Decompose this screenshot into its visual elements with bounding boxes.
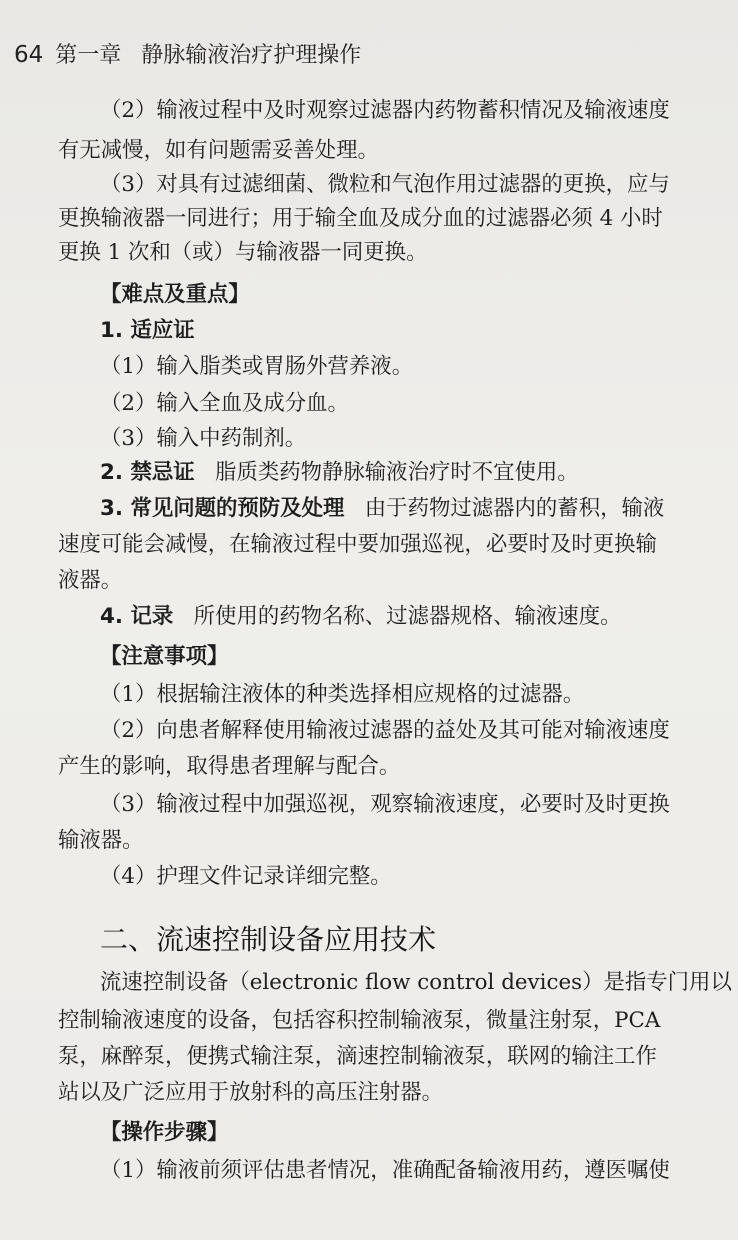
contraindication-line xyxy=(100,458,579,488)
heading-contraindication: 2. 禁忌证 xyxy=(100,460,195,485)
list-item: （1）根据输注液体的种类选择相应规格的过滤器。 xyxy=(100,682,585,707)
section-title: 二、流速控制设备应用技术 xyxy=(100,923,437,956)
heading-notes: 【注意事项】 xyxy=(100,644,229,669)
list-item: （1）输入脂类或胃肠外营养液。 xyxy=(100,354,414,379)
chapter-title: 静脉输液治疗护理操作 xyxy=(141,43,362,68)
heading-steps: 【操作步骤】 xyxy=(100,1120,229,1145)
list-item: （2）输入全血及成分血。 xyxy=(100,391,349,416)
problems-line xyxy=(100,494,664,524)
paragraph-line: 控制输液速度的设备，包括容积控制输液泵，微量注射泵，PCA xyxy=(58,1008,661,1033)
heading-record: 4. 记录 xyxy=(100,604,174,629)
chapter-label: 第一章 xyxy=(55,43,122,68)
list-item: （3）输液过程中加强巡视，观察输液速度，必要时及时更换 xyxy=(100,792,670,817)
paragraph-line: 泵，麻醉泵，便携式输注泵，滴速控制输液泵，联网的输注工作 xyxy=(58,1044,657,1069)
heading-indication: 1. 适应证 xyxy=(100,318,195,343)
record-line xyxy=(100,602,621,632)
page-number: 64 xyxy=(14,42,44,68)
paragraph-line: （2）输液过程中及时观察过滤器内药物蓄积情况及输液速度 xyxy=(100,98,670,123)
paragraph-line: 更换输液器一同进行；用于输全血及成分血的过滤器必须 4 小时 xyxy=(58,206,663,231)
list-item: （2）向患者解释使用输液过滤器的益处及其可能对输液速度 xyxy=(100,718,670,743)
paragraph-line: 流速控制设备（electronic flow control devices）是指专门用以 xyxy=(100,970,732,995)
record-text: 所使用的药物名称、过滤器规格、输液速度。 xyxy=(193,604,622,629)
paragraph-line: 产生的影响，取得患者理解与配合。 xyxy=(58,754,401,779)
paragraph-line: 速度可能会减慢，在输液过程中要加强巡视，必要时及时更换输 xyxy=(58,532,657,557)
paragraph-line: 站以及广泛应用于放射科的高压注射器。 xyxy=(58,1080,444,1105)
paragraph-line: （3）对具有过滤细菌、微粒和气泡作用过滤器的更换，应与 xyxy=(100,172,670,197)
heading-problems: 3. 常见问题的预防及处理 xyxy=(100,496,345,521)
list-item: （3）输入中药制剂。 xyxy=(100,426,307,451)
paragraph-line: 液器。 xyxy=(58,568,123,593)
list-item: （1）输液前须评估患者情况，准确配备输液用药，遵医嘱使 xyxy=(100,1158,670,1183)
paragraph-line: 输液器。 xyxy=(58,828,144,853)
contraindication-text: 脂质类药物静脉输液治疗时不宜使用。 xyxy=(215,460,579,485)
paragraph-line: 更换 1 次和（或）与输液器一同更换。 xyxy=(58,240,428,265)
problems-text: 由于药物过滤器内的蓄积，输液 xyxy=(364,496,665,521)
list-item: （4）护理文件记录详细完整。 xyxy=(100,864,392,889)
running-header xyxy=(14,38,361,69)
paragraph-line: 有无减慢，如有问题需妥善处理。 xyxy=(58,138,379,163)
heading-difficulty: 【难点及重点】 xyxy=(100,282,250,307)
